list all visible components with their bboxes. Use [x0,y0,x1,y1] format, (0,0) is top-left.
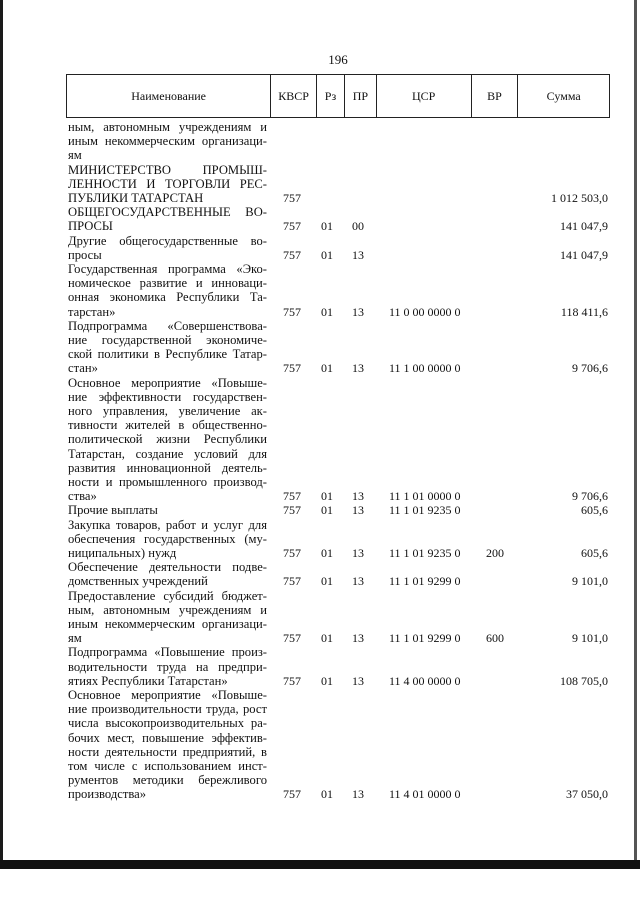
cell-sum: 9 101,0 [572,574,608,589]
cell-pr: 13 [352,247,364,262]
row-name-line: ного управления, увеличение ак- [68,404,267,418]
header-rz: Рз [317,75,345,117]
row-name-line: ПУБЛИКИ ТАТАРСТАН [68,191,204,205]
cell-pr: 13 [352,787,364,802]
cell-sum: 1 012 503,0 [551,190,608,205]
cell-rz: 01 [321,361,333,376]
row-name-line: Государственная программа «Эко- [68,262,267,276]
row-name-line: Татарстан, создание условий для [68,446,267,461]
table-row [0,262,640,319]
cell-kvsr: 757 [283,787,301,802]
header-name: Наименование [67,75,271,117]
cell-rz: 01 [321,247,333,262]
cell-sum: 9 101,0 [572,631,608,646]
table-row [0,205,640,233]
row-name-line: политической жизни Республики [68,432,267,447]
row-name-line: рументов методики бережливого [68,773,267,788]
row-name-line: МИНИСТЕРСТВО ПРОМЫШ- [68,162,267,177]
cell-kvsr: 757 [283,631,301,646]
table-row [0,560,640,588]
row-name-line: Основное мероприятие «Повыше- [68,688,267,702]
row-name-line: ние эффективности государствен- [68,389,267,404]
row-name [68,589,267,646]
row-name-line: числа высокопроизводительных ра- [68,716,267,731]
row-name [68,518,267,561]
row-name-line: ности и промышленного производ- [68,475,267,490]
row-name-line: стан» [68,361,98,376]
cell-rz: 01 [321,673,333,688]
cell-kvsr: 757 [283,304,301,319]
cell-csr: 11 4 00 0000 0 [389,673,461,688]
row-name-line: Закупка товаров, работ и услуг для [68,517,267,532]
row-name-line: ным, автономным учреждениям и [68,120,267,134]
cell-kvsr: 757 [283,361,301,376]
row-name-line: Подпрограмма «Совершенствова- [68,318,267,333]
row-name-line: водительности труда на предпри- [68,659,267,674]
row-name [68,262,267,319]
scan-bottom-edge [0,860,640,869]
header-kvsr: КВСР [271,75,317,117]
row-name-line: Прочие выплаты [68,503,158,518]
row-name-line: бочих мест, повышение эффектив- [68,730,267,745]
row-name-line: Другие общегосударственные во- [68,233,267,248]
cell-csr: 11 0 00 0000 0 [389,304,461,319]
cell-pr: 13 [352,631,364,646]
row-name [68,120,267,163]
table-row [0,688,640,802]
cell-rz: 01 [321,787,333,802]
cell-pr: 13 [352,489,364,504]
header-csr: ЦСР [377,75,472,117]
row-name-line: ние государственной экономиче- [68,333,267,347]
cell-rz: 01 [321,304,333,319]
row-name [68,376,267,504]
row-name-line: онная экономика Республики Та- [68,290,267,305]
cell-sum: 108 705,0 [560,673,608,688]
row-name-line: номическое развитие и инноваци- [68,276,267,291]
row-name-line: развития инновационной деятель- [68,460,267,475]
row-name-line: ным, автономным учреждениям и [68,602,267,617]
row-name-line: иным некоммерческим организаци- [68,617,267,631]
row-name-line: ятиях Республики Татарстан» [68,673,228,688]
row-name-line: просы [68,247,102,262]
row-name-line: Основное мероприятие «Повыше- [68,375,267,390]
row-name-line: тивности жителей в общественно- [68,418,267,433]
cell-kvsr: 757 [283,503,301,518]
table-row [0,234,640,262]
cell-pr: 13 [352,361,364,376]
row-name-line: ства» [68,489,97,504]
table-row [0,163,640,206]
header-vr: ВР [472,75,519,117]
cell-csr: 11 1 01 9235 0 [389,503,461,518]
header-pr: ПР [345,75,377,117]
table-row [0,645,640,688]
header-sum: Сумма [546,88,581,103]
row-name [68,688,267,802]
cell-sum: 9 706,6 [572,361,608,376]
row-name-line: Обеспечение деятельности подве- [68,560,267,575]
row-name-line: ям [68,631,82,646]
row-name-line: ние производительности труда, рост [68,702,267,717]
cell-pr: 00 [352,219,364,234]
row-name-line: ЛЕННОСТИ И ТОРГОВЛИ РЕС- [68,176,267,191]
cell-pr: 13 [352,574,364,589]
cell-sum: 141 047,9 [560,247,608,262]
cell-pr: 13 [352,673,364,688]
cell-rz: 01 [321,489,333,504]
row-name [68,503,267,517]
table-row [0,518,640,561]
table-row [0,376,640,504]
row-name [68,234,267,262]
table-header [66,74,610,118]
row-name-line: Предоставление субсидий бюджет- [68,588,267,603]
cell-kvsr: 757 [283,219,301,234]
row-name-line: ОБЩЕГОСУДАРСТВЕННЫЕ ВО- [68,205,267,220]
cell-kvsr: 757 [283,489,301,504]
cell-vr: 200 [486,545,504,560]
cell-kvsr: 757 [283,673,301,688]
cell-csr: 11 1 00 0000 0 [389,361,461,376]
cell-rz: 01 [321,631,333,646]
cell-rz: 01 [321,219,333,234]
cell-rz: 01 [321,574,333,589]
cell-kvsr: 757 [283,190,301,205]
cell-sum: 37 050,0 [566,787,608,802]
table-row [0,589,640,646]
row-name [68,645,267,688]
row-name [68,560,267,588]
table-row [0,319,640,376]
row-name-line: ям [68,148,82,163]
row-name-line: ской политики в Республике Татар- [68,347,267,362]
row-name [68,319,267,376]
cell-kvsr: 757 [283,574,301,589]
cell-rz: 01 [321,503,333,518]
row-name-line: том числе с использованием инст- [68,759,267,774]
cell-csr: 11 1 01 9235 0 [389,545,461,560]
cell-pr: 13 [352,545,364,560]
cell-csr: 11 1 01 0000 0 [389,489,461,504]
cell-sum: 605,6 [581,503,608,518]
cell-pr: 13 [352,304,364,319]
cell-vr: 600 [486,631,504,646]
cell-pr: 13 [352,503,364,518]
cell-sum: 141 047,9 [560,219,608,234]
row-name [68,205,267,233]
row-name-line: ПРОСЫ [68,219,113,234]
cell-csr: 11 4 01 0000 0 [389,787,461,802]
row-name-line: тарстан» [68,304,116,319]
row-name [68,163,267,206]
table-row [0,503,640,517]
row-name-line: иным некоммерческим организаци- [68,134,267,149]
page-number: 196 [328,52,348,67]
cell-kvsr: 757 [283,545,301,560]
cell-sum: 118 411,6 [560,304,608,319]
row-name-line: Подпрограмма «Повышение произ- [68,645,267,660]
row-name-line: производства» [68,787,147,802]
cell-csr: 11 1 01 9299 0 [389,574,461,589]
cell-kvsr: 757 [283,247,301,262]
table-row [0,120,640,163]
cell-rz: 01 [321,545,333,560]
cell-sum: 605,6 [581,545,608,560]
row-name-line: домственных учреждений [68,574,208,589]
row-name-line: ниципальных) нужд [68,546,177,560]
cell-csr: 11 1 01 9299 0 [389,631,461,646]
cell-sum: 9 706,6 [572,489,608,504]
row-name-line: обеспечения государственных (му- [68,531,267,546]
row-name-line: ности деятельности предприятий, в [68,744,267,759]
